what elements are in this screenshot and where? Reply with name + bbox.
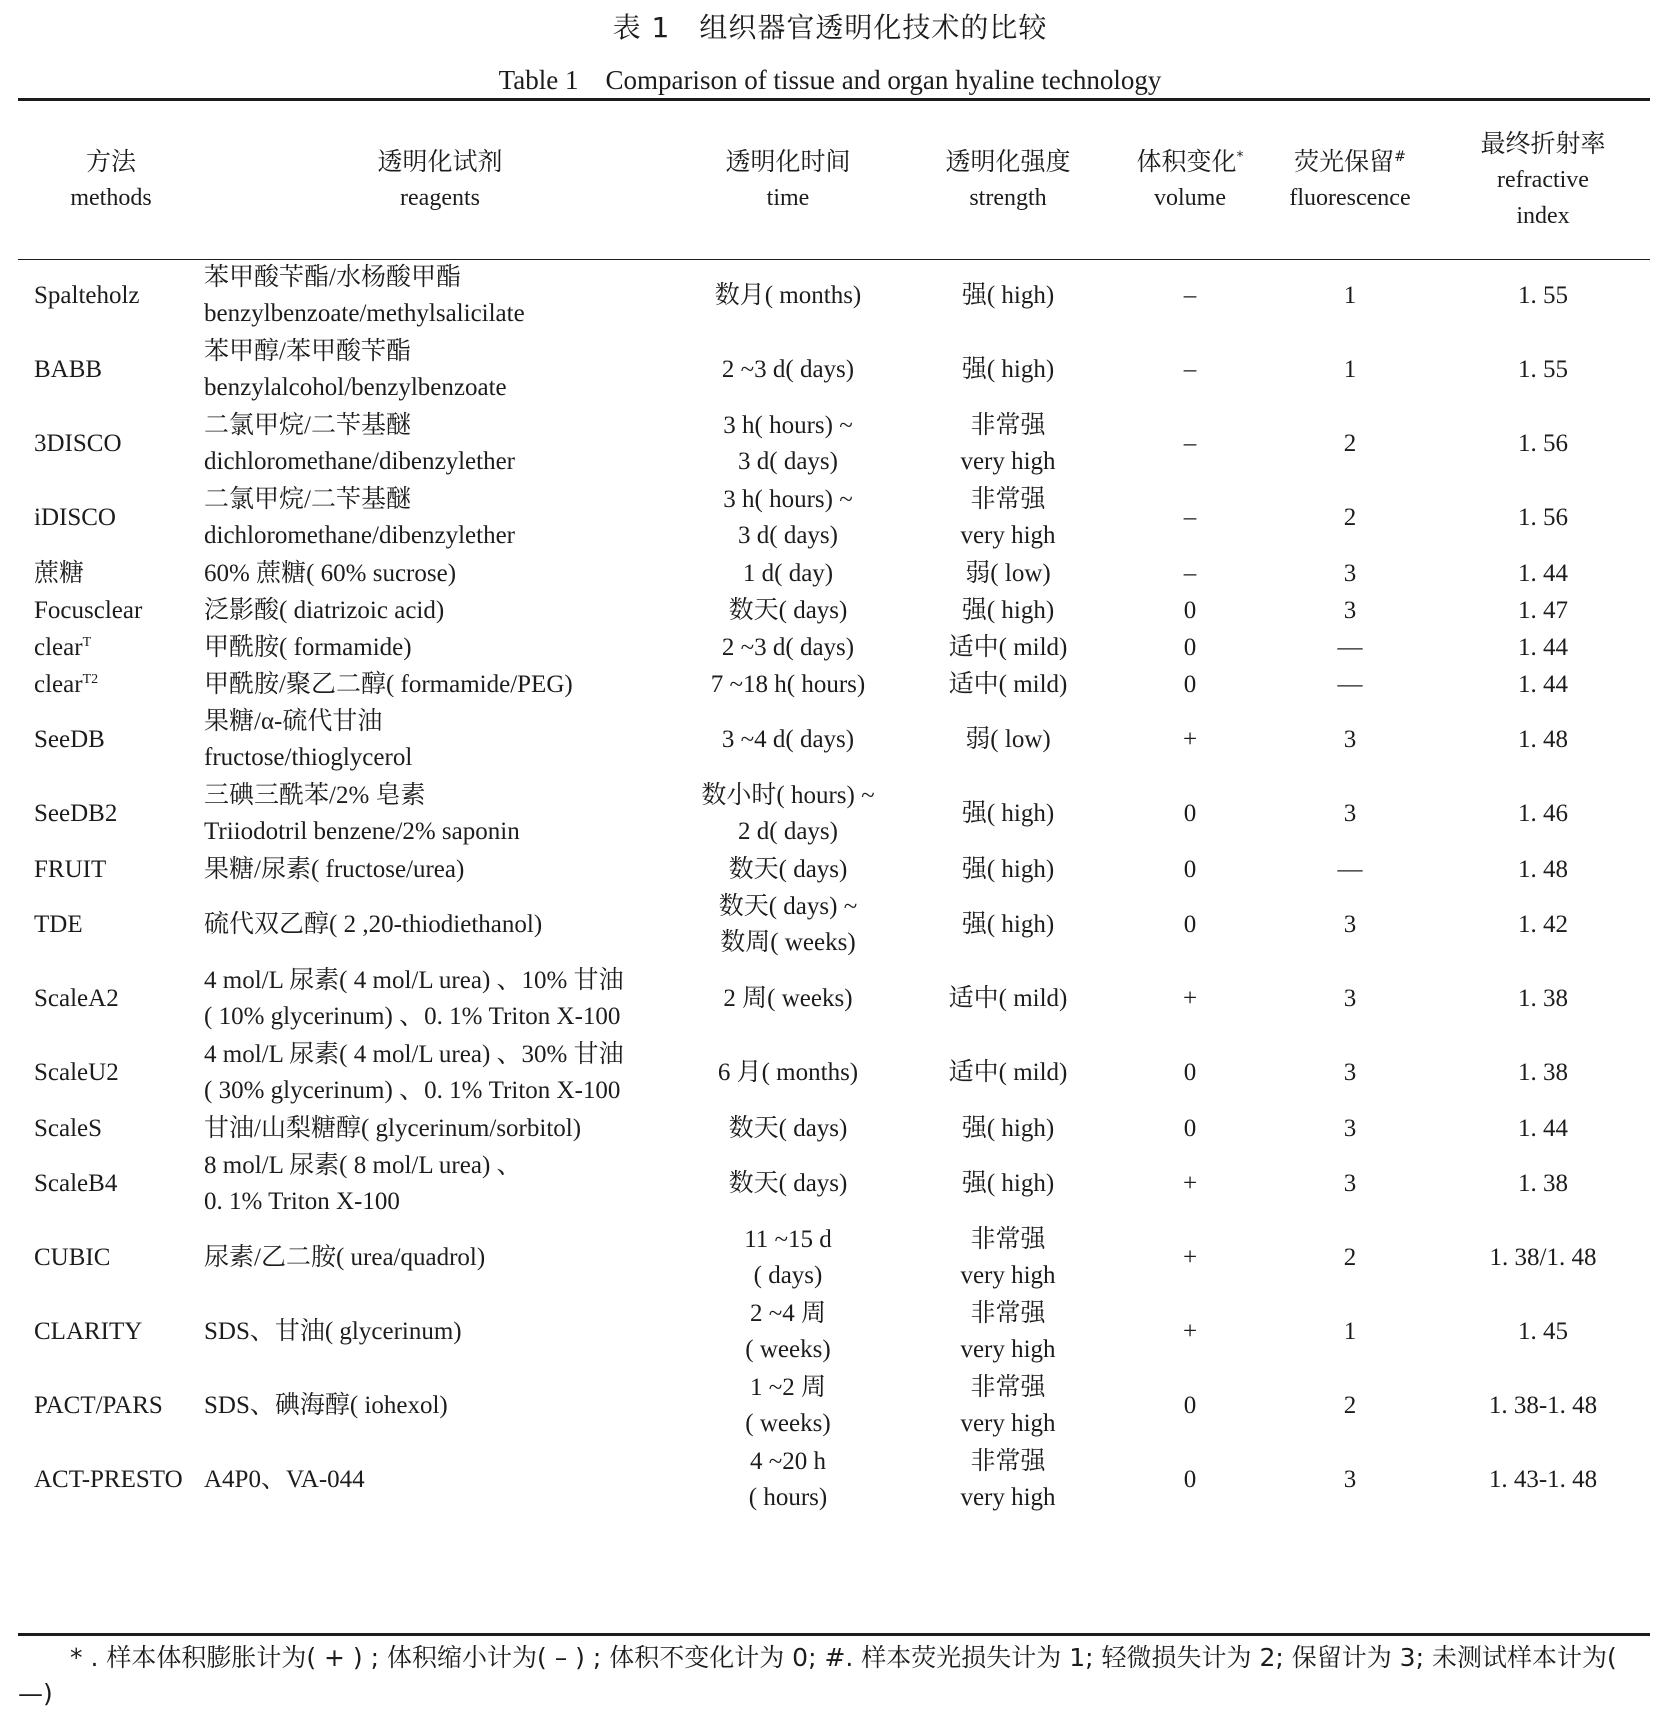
cell-method: SeeDB	[34, 726, 105, 753]
cell-volume: –	[1183, 356, 1197, 383]
cell-strength: 适中( mild)	[948, 670, 1068, 698]
cell-refractive-index: 1. 38	[1518, 1170, 1568, 1197]
header-reagent: 透明化试剂 reagents	[377, 147, 503, 211]
table-footnote: * . 样本体积膨胀计为( + ) ; 体积缩小计为( – ) ; 体积不变化计为 0; #. 样本荧光损失计为 1; 轻微损失计为 2; 保留计为 3; 未测试样本计为( —)	[18, 1643, 1617, 1708]
table-row	[18, 703, 1650, 777]
cell-refractive-index: 1. 55	[1518, 282, 1568, 309]
cell-time: 3 h( hours) ~ 3 d( days)	[723, 412, 853, 475]
cell-reagent: 60% 蔗糖( 60% sucrose)	[204, 559, 457, 587]
cell-reagent: A4P0、VA-044	[204, 1466, 365, 1493]
cell-reagent: 4 mol/L 尿素( 4 mol/L urea) 、30% 甘油 ( 30% glycerinum) 、0. 1% Triton X-100	[204, 1041, 624, 1104]
cell-reagent: 硫代双乙醇( 2 ,20-thiodiethanol)	[204, 911, 543, 938]
cell-strength: 强( high)	[961, 1114, 1055, 1142]
cell-method: FRUIT	[34, 855, 107, 883]
table-title-en: Table 1 Comparison of tissue and organ hyaline technology	[498, 65, 1162, 95]
cell-volume: –	[1183, 430, 1197, 457]
cell-fluorescence: 2	[1343, 430, 1357, 457]
cell-fluorescence: 1	[1343, 1318, 1357, 1345]
cell-method: CLARITY	[34, 1318, 143, 1345]
cell-refractive-index: 1. 55	[1518, 356, 1568, 383]
cell-fluorescence: 3	[1343, 800, 1357, 827]
cell-method: PACT/PARS	[34, 1392, 163, 1419]
cell-refractive-index: 1. 44	[1518, 670, 1568, 698]
table-row	[18, 629, 1650, 666]
cell-refractive-index: 1. 44	[1518, 1114, 1568, 1142]
table-row	[18, 1295, 1650, 1369]
cell-fluorescence: 3	[1343, 1466, 1357, 1493]
table-row	[18, 851, 1650, 888]
cell-strength: 适中( mild)	[948, 1059, 1068, 1086]
cell-time: 数天( days)	[728, 596, 848, 624]
header-row	[18, 101, 1650, 259]
cell-method: BABB	[34, 356, 103, 383]
header-refractive-index: 最终折射率 refractive index	[1480, 129, 1606, 229]
cell-strength: 强( high)	[961, 1170, 1055, 1197]
cell-time: 2 ~4 周 ( weeks)	[745, 1300, 831, 1363]
cell-strength: 非常强 very high	[960, 1448, 1056, 1511]
cell-strength: 强( high)	[961, 855, 1055, 883]
cell-refractive-index: 1. 48	[1518, 855, 1568, 883]
cell-method: SeeDB2	[34, 800, 118, 827]
cell-strength: 强( high)	[961, 282, 1055, 309]
cell-volume: –	[1183, 559, 1197, 587]
comparison-table	[18, 101, 1650, 1517]
cell-fluorescence: 1	[1343, 356, 1357, 383]
cell-strength: 强( high)	[961, 596, 1055, 624]
cell-volume: 0	[1183, 1059, 1197, 1086]
table-row	[18, 555, 1650, 592]
cell-reagent: 泛影酸( diatrizoic acid)	[204, 596, 445, 624]
cell-reagent: 苯甲醇/苯甲酸苄酯 benzylalcohol/benzylbenzoate	[204, 338, 507, 401]
cell-volume: 0	[1183, 1114, 1197, 1142]
cell-refractive-index: 1. 48	[1518, 726, 1568, 753]
cell-refractive-index: 1. 56	[1518, 504, 1568, 531]
cell-method: ScaleB4	[34, 1170, 118, 1197]
cell-time: 3 h( hours) ~ 3 d( days)	[723, 486, 853, 549]
cell-refractive-index: 1. 46	[1518, 800, 1568, 827]
cell-volume: –	[1183, 282, 1197, 309]
table-row	[18, 481, 1650, 555]
cell-time: 2 ~3 d( days)	[721, 633, 855, 661]
cell-fluorescence: 3	[1343, 1059, 1357, 1086]
cell-fluorescence: 3	[1343, 1114, 1357, 1142]
cell-reagent: 尿素/乙二胺( urea/quadrol)	[204, 1244, 486, 1271]
cell-fluorescence: 3	[1343, 559, 1357, 587]
bottom-rule	[18, 1633, 1650, 1636]
cell-volume: 0	[1183, 670, 1197, 698]
cell-fluorescence: 3	[1343, 911, 1357, 938]
cell-reagent: 4 mol/L 尿素( 4 mol/L urea) 、10% 甘油 ( 10% glycerinum) 、0. 1% Triton X-100	[204, 967, 624, 1030]
cell-reagent: 二氯甲烷/二苄基醚 dichloromethane/dibenzylether	[204, 486, 515, 549]
cell-strength: 非常强 very high	[960, 1374, 1056, 1437]
cell-time: 数月( months)	[714, 282, 862, 309]
cell-volume: 0	[1183, 1392, 1197, 1419]
cell-fluorescence: 3	[1343, 1170, 1357, 1197]
cell-time: 4 ~20 h ( hours)	[748, 1448, 828, 1511]
cell-strength: 强( high)	[961, 356, 1055, 383]
cell-volume: +	[1182, 726, 1198, 753]
cell-reagent: 甲酰胺( formamide)	[204, 633, 412, 661]
table-row	[18, 962, 1650, 1036]
cell-volume: +	[1182, 985, 1198, 1012]
cell-method: clear$^{T2}$	[34, 670, 99, 698]
cell-strength: 弱( low)	[965, 559, 1051, 587]
cell-volume: 0	[1183, 855, 1197, 883]
cell-strength: 适中( mild)	[948, 633, 1068, 661]
cell-reagent: SDS、甘油( glycerinum)	[204, 1318, 462, 1345]
header-method: 方法 methods	[70, 147, 152, 211]
cell-method: Spalteholz	[34, 282, 140, 309]
table-row	[18, 1036, 1650, 1110]
cell-refractive-index: 1. 47	[1518, 596, 1568, 624]
cell-strength: 非常强 very high	[960, 1226, 1056, 1289]
cell-reagent: 甲酰胺/聚乙二醇( formamide/PEG)	[204, 670, 573, 698]
cell-reagent: 苯甲酸苄酯/水杨酸甲酯 benzylbenzoate/methylsalicilate	[204, 264, 525, 327]
cell-method: 蔗糖	[34, 559, 85, 587]
cell-fluorescence: 1	[1343, 282, 1357, 309]
cell-method: 3DISCO	[34, 430, 122, 457]
cell-refractive-index: 1. 45	[1518, 1318, 1568, 1345]
cell-time: 3 ~4 d( days)	[721, 726, 855, 753]
cell-strength: 非常强 very high	[960, 412, 1056, 475]
cell-volume: –	[1183, 504, 1197, 531]
cell-time: 数天( days)	[728, 1114, 848, 1142]
cell-volume: +	[1182, 1318, 1198, 1345]
table-row	[18, 666, 1650, 703]
cell-refractive-index: 1. 38-1. 48	[1488, 1392, 1598, 1419]
cell-reagent: 三碘三酰苯/2% 皂素 Triiodotril benzene/2% saponin	[204, 782, 520, 845]
table-title-cn: 表 1 组织器官透明化技术的比较	[612, 11, 1048, 44]
cell-fluorescence: 3	[1343, 596, 1357, 624]
header-volume: 体积变化* volume	[1136, 147, 1244, 211]
cell-refractive-index: 1. 38/1. 48	[1489, 1244, 1597, 1271]
cell-fluorescence: —	[1337, 670, 1363, 698]
cell-refractive-index: 1. 42	[1518, 911, 1568, 938]
cell-strength: 强( high)	[961, 800, 1055, 827]
cell-volume: 0	[1183, 1466, 1197, 1493]
cell-reagent: 8 mol/L 尿素( 8 mol/L urea) 、 0. 1% Triton X-100	[204, 1152, 522, 1215]
cell-strength: 适中( mild)	[948, 985, 1068, 1012]
cell-strength: 非常强 very high	[960, 1300, 1056, 1363]
cell-fluorescence: 2	[1343, 1392, 1357, 1419]
cell-fluorescence: 2	[1343, 1244, 1357, 1271]
table-row	[18, 1147, 1650, 1221]
cell-time: 11 ~15 d ( days)	[744, 1226, 832, 1289]
cell-reagent: 二氯甲烷/二苄基醚 dichloromethane/dibenzylether	[204, 412, 515, 475]
cell-time: 2 ~3 d( days)	[721, 356, 855, 383]
cell-time: 数天( days)	[728, 855, 848, 883]
header-fluorescence: 荧光保留# fluorescence	[1289, 147, 1411, 211]
cell-volume: +	[1182, 1244, 1198, 1271]
table-row	[18, 407, 1650, 481]
cell-method: ScaleS	[34, 1114, 103, 1142]
cell-reagent: SDS、碘海醇( iohexol)	[204, 1392, 448, 1419]
header-time: 透明化时间 time	[725, 147, 851, 211]
cell-time: 数小时( hours) ~ 2 d( days)	[701, 782, 875, 845]
header-strength: 透明化强度 strength	[945, 147, 1071, 211]
cell-method: Focusclear	[34, 596, 143, 624]
cell-fluorescence: —	[1337, 633, 1363, 661]
table-body	[18, 259, 1650, 1517]
cell-method: ACT-PRESTO	[34, 1466, 183, 1493]
cell-volume: +	[1182, 1170, 1198, 1197]
cell-fluorescence: —	[1337, 855, 1363, 883]
cell-time: 6 月( months)	[717, 1059, 859, 1086]
cell-strength: 非常强 very high	[960, 486, 1056, 549]
cell-refractive-index: 1. 44	[1518, 559, 1568, 587]
table-row	[18, 888, 1650, 962]
cell-volume: 0	[1183, 596, 1197, 624]
cell-refractive-index: 1. 56	[1518, 430, 1568, 457]
cell-volume: 0	[1183, 633, 1197, 661]
cell-strength: 强( high)	[961, 911, 1055, 938]
table-row	[18, 333, 1650, 407]
table-row	[18, 592, 1650, 629]
cell-method: ScaleU2	[34, 1059, 119, 1086]
cell-time: 2 周( weeks)	[723, 985, 853, 1012]
cell-time: 1 ~2 周 ( weeks)	[745, 1374, 831, 1437]
cell-time: 数天( days)	[728, 1170, 848, 1197]
cell-method: iDISCO	[34, 504, 116, 531]
cell-time: 数天( days) ~ 数周( weeks)	[718, 893, 858, 956]
table-row	[18, 1110, 1650, 1147]
cell-time: 7 ~18 h( hours)	[710, 670, 866, 698]
cell-refractive-index: 1. 43-1. 48	[1488, 1466, 1598, 1493]
cell-method: clear$^T$	[34, 633, 92, 661]
cell-time: 1 d( day)	[742, 559, 834, 587]
table-row	[18, 1443, 1650, 1517]
table-row	[18, 259, 1650, 333]
cell-reagent: 果糖/α-硫代甘油 fructose/thioglycerol	[204, 708, 413, 771]
cell-strength: 弱( low)	[965, 726, 1051, 753]
cell-refractive-index: 1. 38	[1518, 1059, 1568, 1086]
cell-reagent: 果糖/尿素( fructose/urea)	[204, 855, 465, 883]
cell-refractive-index: 1. 44	[1518, 633, 1568, 661]
table-row	[18, 1369, 1650, 1443]
cell-reagent: 甘油/山梨糖醇( glycerinum/sorbitol)	[204, 1114, 582, 1142]
cell-method: ScaleA2	[34, 985, 119, 1012]
cell-volume: 0	[1183, 911, 1197, 938]
cell-method: CUBIC	[34, 1244, 111, 1271]
cell-method: TDE	[34, 911, 83, 938]
table-row	[18, 777, 1650, 851]
cell-fluorescence: 2	[1343, 504, 1357, 531]
cell-fluorescence: 3	[1343, 985, 1357, 1012]
cell-fluorescence: 3	[1343, 726, 1357, 753]
cell-refractive-index: 1. 38	[1518, 985, 1568, 1012]
cell-volume: 0	[1183, 800, 1197, 827]
table-row	[18, 1221, 1650, 1295]
